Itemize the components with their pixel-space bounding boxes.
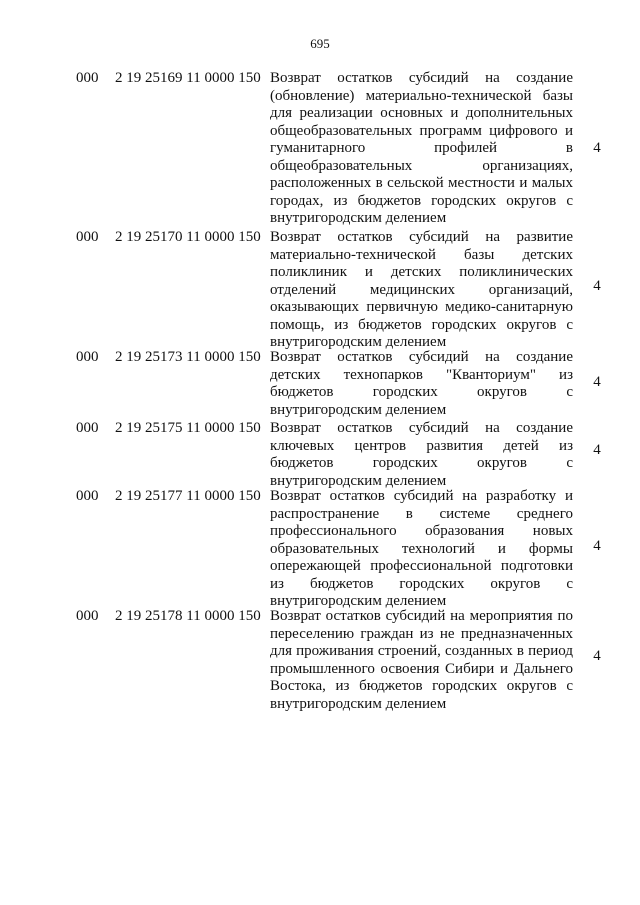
description-line: гуманитарного профилей в [270,140,573,156]
description-line: (обновление) материально-технической базы [270,87,573,104]
description-line: Возврат остатков субсидий на создание [270,349,573,365]
description-line: внутригородским делением [270,695,447,712]
description-line: профессионального образования новых [270,523,573,539]
row-number: 4 [593,278,601,294]
budget-classification-code: 2 19 25178 11 0000 150 [115,608,261,624]
description-line: общеобразовательных программ цифрового и [270,122,573,139]
row-description [270,70,573,228]
description-line: Возврат остатков субсидий на создание [270,70,573,86]
description-line: материально-технической базы детских [270,246,573,263]
description-line: бюджетов городских округов с [270,384,573,400]
budget-classification-code: 2 19 25170 11 0000 150 [115,229,261,245]
description-line: городах, из бюджетов городских округов с [270,192,573,209]
description-line: внутригородским делением [270,401,447,418]
description-line: внутригородским делением [270,472,447,489]
description-line: расположенных в сельской местности и малых [270,175,573,191]
admin-code: 000 [76,349,99,365]
description-line: переселению граждан из не предназначенных [270,625,573,642]
description-line: внутригородским делением [270,593,447,609]
budget-classification-code: 2 19 25169 11 0000 150 [115,70,261,86]
description-line: образовательных технологий и формы [270,540,573,557]
description-line: внутригородским делением [270,210,447,226]
row-number: 4 [593,648,601,664]
row-number: 4 [593,442,601,458]
description-line: промышленного освоения Сибири и Дальнего [270,660,573,677]
row-description [270,608,573,713]
admin-code: 000 [76,70,99,86]
row-description [270,349,573,419]
description-line: помощь, из бюджетов городских округов с [270,316,573,333]
description-line: распространение в системе среднего [270,505,573,522]
description-line: Возврат остатков субсидий на развитие [270,229,573,245]
budget-classification-code: 2 19 25175 11 0000 150 [115,420,261,436]
row-number: 4 [593,140,601,156]
admin-code: 000 [76,488,99,504]
admin-code: 000 [76,420,99,436]
description-line: Возврат остатков субсидий на разработку и [270,488,573,504]
row-number: 4 [593,538,601,554]
description-line: бюджетов городских округов с [270,455,573,471]
description-line: ключевых центров развития детей из [270,437,573,454]
description-line: для проживания строений, созданных в период [270,643,573,659]
description-line: для реализации основных и дополнительных [270,105,573,121]
budget-classification-code: 2 19 25173 11 0000 150 [115,349,261,365]
row-number: 4 [593,374,601,390]
description-line: Возврат остатков субсидий на мероприятия по [270,608,573,624]
description-line: отделений медицинских организаций, [270,281,573,298]
row-description [270,420,573,490]
description-line: общеобразовательных организациях, [270,157,573,174]
description-line: оказывающих первичную медико-санитарную [270,299,573,315]
admin-code: 000 [76,229,99,245]
description-line: опережающей профессиональной подготовки [270,558,573,574]
budget-classification-code: 2 19 25177 11 0000 150 [115,488,261,504]
description-line: Возврат остатков субсидий на создание [270,420,573,436]
row-description [270,488,573,611]
admin-code: 000 [76,608,99,624]
description-line: из бюджетов городских округов с [270,575,573,592]
description-line: внутригородским делением [270,334,447,350]
row-description [270,229,573,352]
description-line: Востока, из бюджетов городских округов с [270,678,573,694]
description-line: поликлиник и детских поликлинических [270,264,573,280]
description-line: детских технопарков "Кванториум" из [270,366,573,383]
page-number: 695 [310,36,330,51]
